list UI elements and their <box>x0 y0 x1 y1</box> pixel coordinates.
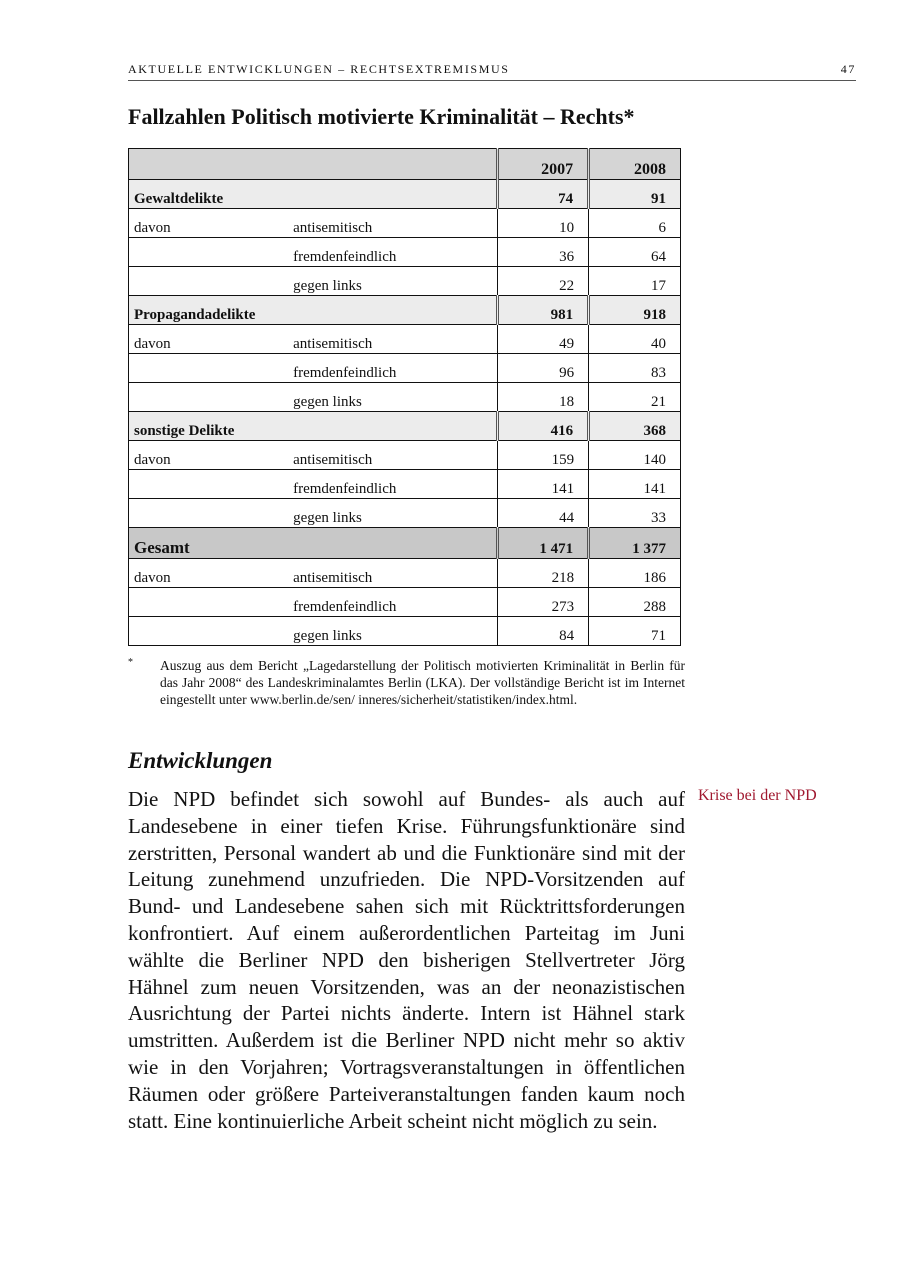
margin-note: Krise bei der NPD <box>698 787 817 804</box>
table-row <box>129 617 681 646</box>
row-prefix <box>129 267 289 296</box>
value-2008: 288 <box>589 588 681 617</box>
category-row <box>129 412 681 441</box>
row-label: fremdenfeindlich <box>288 470 498 499</box>
row-label: fremdenfeindlich <box>288 354 498 383</box>
row-prefix: davon <box>129 209 289 238</box>
row-prefix <box>129 238 289 267</box>
value-2007: 49 <box>498 325 589 354</box>
value-2008: 368 <box>589 412 681 441</box>
value-2008: 186 <box>589 559 681 588</box>
footnote-text: Auszug aus dem Bericht „Lagedarstellung der Politisch motivierten Kriminalität in Berlin für das Jahr 2008“ des Landeskriminalamtes Berlin (LKA). Der vollständige Bericht ist im Internet eingestellt unter www.berlin.de/sen/ inneres/sicherheit/statistiken/index.html. <box>160 658 685 707</box>
row-prefix <box>129 383 289 412</box>
section-heading: Entwicklungen <box>128 748 273 773</box>
row-prefix: davon <box>129 441 289 470</box>
category-label: Gesamt <box>129 528 498 559</box>
value-2008: 64 <box>589 238 681 267</box>
footnote-mark: * <box>128 657 133 668</box>
row-label: gegen links <box>288 617 498 646</box>
header-year-2007: 2007 <box>498 149 589 180</box>
category-label: Gewaltdelikte <box>129 180 498 209</box>
row-prefix: davon <box>129 559 289 588</box>
total-row <box>129 528 681 559</box>
category-row <box>129 296 681 325</box>
table-row <box>129 588 681 617</box>
category-label: Propagandadelikte <box>129 296 498 325</box>
row-label: antisemitisch <box>288 441 498 470</box>
table-row <box>129 383 681 412</box>
row-label: antisemitisch <box>288 559 498 588</box>
category-row <box>129 180 681 209</box>
value-2007: 1 471 <box>498 528 589 559</box>
row-prefix <box>129 354 289 383</box>
value-2007: 273 <box>498 588 589 617</box>
table-row <box>129 238 681 267</box>
value-2007: 10 <box>498 209 589 238</box>
table-row <box>129 441 681 470</box>
value-2007: 981 <box>498 296 589 325</box>
row-label: antisemitisch <box>288 209 498 238</box>
table-row <box>129 354 681 383</box>
table-header-row <box>129 149 681 180</box>
table-row <box>129 325 681 354</box>
table-row <box>129 559 681 588</box>
row-prefix <box>129 588 289 617</box>
value-2008: 40 <box>589 325 681 354</box>
value-2008: 141 <box>589 470 681 499</box>
body-paragraph: Die NPD befindet sich sowohl auf Bundes- als auch auf Landesebene in einer tiefen Krise. Führungsfunktionäre sind zerstritten, Personal wandert ab und die Funktionäre sind mit der Leitung zunehmend unzufrieden. Die NPD-Vorsitzenden auf Bund- und Landesebene sahen sich mit Rücktrittsforderungen konfrontiert. Auf einem außerordentlichen Parteitag im Juni wählte die Berliner NPD den bisherigen Stellvertreter Jörg Hähnel zum neuen Vorsitzenden, was an der neonazistischen Ausrichtung der Partei nichts änderte. Intern ist Hähnel stark umstritten. Außerdem ist die Berliner NPD nicht mehr so aktiv wie in den Vorjahren; Vortragsveranstaltungen in öffentlichen Räumen oder größere Parteiveranstaltungen fanden kaum noch statt. Eine kontinuierliche Arbeit scheint nicht möglich zu sein. <box>128 787 685 1133</box>
page-number: 47 <box>840 62 856 76</box>
row-label: antisemitisch <box>288 325 498 354</box>
header-year-2008: 2008 <box>589 149 681 180</box>
row-label: gegen links <box>288 383 498 412</box>
value-2007: 44 <box>498 499 589 528</box>
value-2007: 84 <box>498 617 589 646</box>
value-2007: 218 <box>498 559 589 588</box>
value-2008: 6 <box>589 209 681 238</box>
category-label: sonstige Delikte <box>129 412 498 441</box>
table-row <box>129 470 681 499</box>
table-row <box>129 499 681 528</box>
row-label: gegen links <box>288 499 498 528</box>
table-title: Fallzahlen Politisch motivierte Kriminalität – Rechts* <box>128 104 635 129</box>
value-2007: 96 <box>498 354 589 383</box>
value-2008: 918 <box>589 296 681 325</box>
row-prefix <box>129 499 289 528</box>
value-2008: 140 <box>589 441 681 470</box>
statistics-table <box>128 148 681 646</box>
value-2007: 416 <box>498 412 589 441</box>
row-prefix: davon <box>129 325 289 354</box>
table-footnote <box>128 657 685 708</box>
table-row <box>129 267 681 296</box>
value-2007: 36 <box>498 238 589 267</box>
table-row <box>129 209 681 238</box>
value-2007: 22 <box>498 267 589 296</box>
row-label: fremdenfeindlich <box>288 588 498 617</box>
value-2008: 21 <box>589 383 681 412</box>
value-2008: 1 377 <box>589 528 681 559</box>
value-2008: 91 <box>589 180 681 209</box>
value-2008: 83 <box>589 354 681 383</box>
header-blank-cell <box>129 149 498 180</box>
value-2008: 33 <box>589 499 681 528</box>
row-label: fremdenfeindlich <box>288 238 498 267</box>
value-2007: 18 <box>498 383 589 412</box>
value-2007: 74 <box>498 180 589 209</box>
row-prefix <box>129 470 289 499</box>
value-2007: 159 <box>498 441 589 470</box>
running-title: AKTUELLE ENTWICKLUNGEN – RECHTSEXTREMISMUS <box>128 62 510 76</box>
value-2008: 17 <box>589 267 681 296</box>
value-2008: 71 <box>589 617 681 646</box>
running-header <box>128 62 856 81</box>
row-label: gegen links <box>288 267 498 296</box>
row-prefix <box>129 617 289 646</box>
value-2007: 141 <box>498 470 589 499</box>
